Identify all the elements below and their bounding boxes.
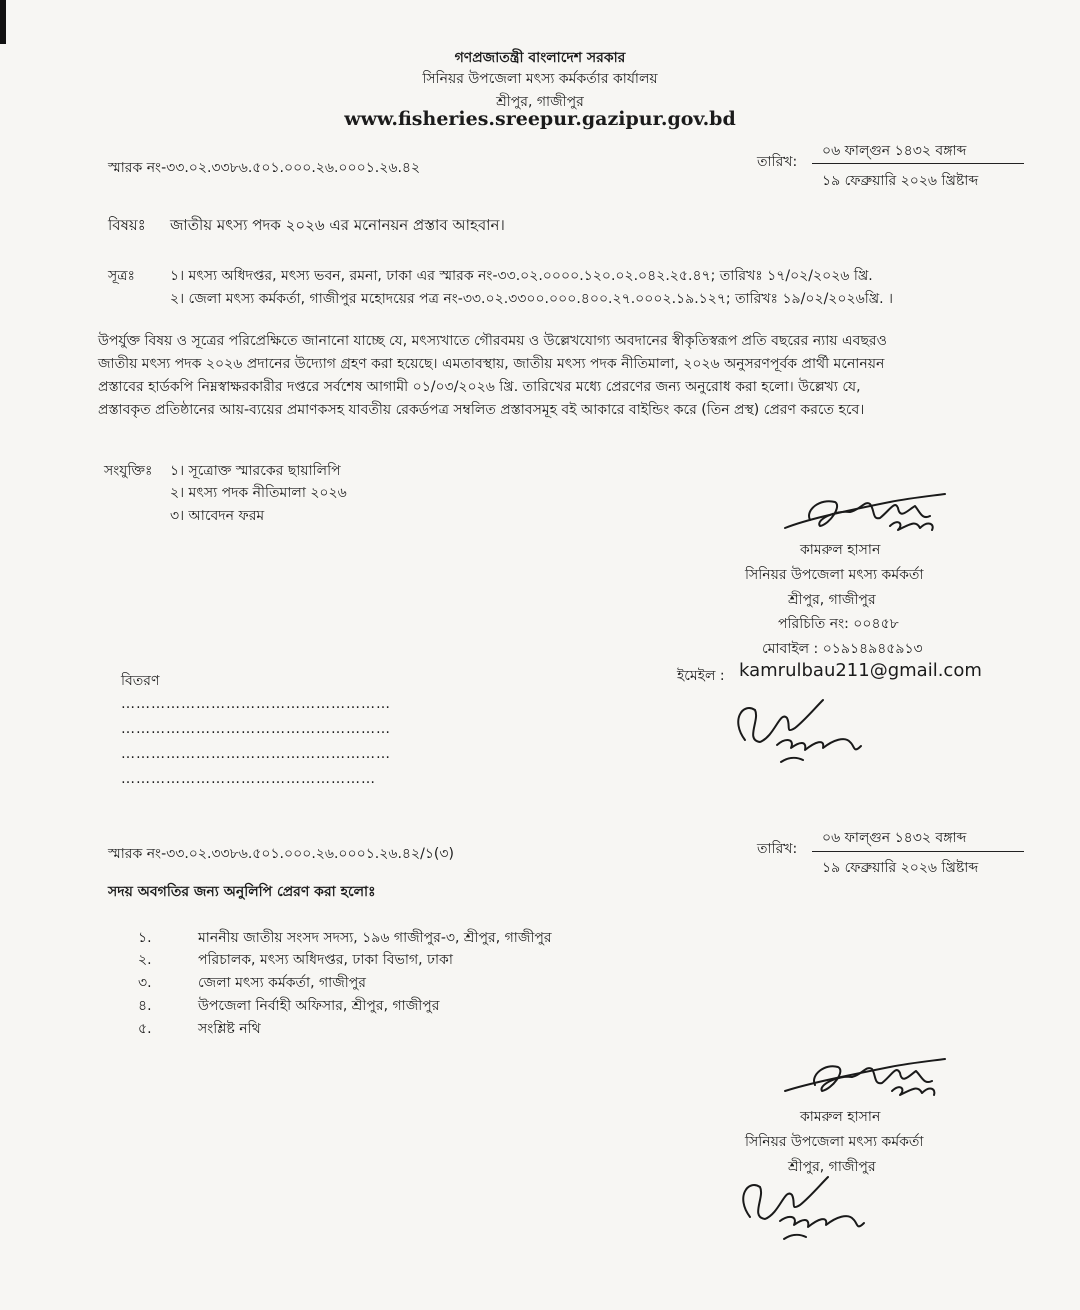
- signatory-location: শ্রীপুর, গাজীপুর: [788, 592, 876, 608]
- copy-item-text: পরিচালক, মৎস্য অধিদপ্তর, ঢাকা বিভাগ, ঢাকা: [198, 952, 453, 968]
- copy-item-number: ৪.: [138, 998, 152, 1014]
- copy-item-text: উপজেলা নির্বাহী অফিসার, শ্রীপুর, গাজীপুর: [198, 998, 440, 1014]
- attachment-item: ২। মৎস্য পদক নীতিমালা ২০২৬: [170, 485, 347, 501]
- reference-label: সূত্রঃ: [108, 268, 135, 284]
- handwritten-initials: [725, 690, 875, 770]
- distribution-label: বিতরণ: [121, 673, 160, 689]
- signatory-mobile: মোবাইল : ০১৯১৪৯৪৫৯১৩: [762, 641, 923, 657]
- copy-item-number: ৩.: [138, 975, 152, 991]
- distribution-blank: ………………………………………………: [121, 746, 391, 762]
- reference-item-1: ১। মৎস্য অধিদপ্তর, মৎস্য ভবন, রমনা, ঢাকা এর স্মারক নং-৩৩.০২.০০০০.১২০.০২.০৪২.২৫.৪৭; তারিখঃ ১৭/০২/২০২৬ খ্রি.: [170, 268, 873, 284]
- signatory2-name: কামরুল হাসান: [800, 1109, 881, 1125]
- govt-title: গণপ্রজাতন্ত্রী বাংলাদেশ সরকার: [454, 50, 626, 66]
- copy-item-number: ২.: [138, 952, 152, 968]
- signatory-designation: সিনিয়র উপজেলা মৎস্য কর্মকর্তা: [745, 567, 924, 583]
- office-location: শ্রীপুর, গাজীপুর: [496, 94, 584, 110]
- date-divider: [812, 163, 1024, 164]
- distribution-blank: ………………………………………………: [121, 696, 391, 712]
- attachment-item: ৩। আবেদন ফরম: [170, 508, 265, 524]
- memo2-date-divider: [812, 851, 1024, 852]
- signatory2-location: শ্রীপুর, গাজীপুর: [788, 1159, 876, 1175]
- reference-item-2: ২। জেলা মৎস্য কর্মকর্তা, গাজীপুর মহোদয়ের পত্র নং-৩৩.০২.৩৩০০.০০০.৪০০.২৭.০০০২.১৯.১২৭; তারিখঃ ১৯/০২/২০২৬খ্রি. ।: [170, 291, 894, 307]
- subject-text: জাতীয় মৎস্য পদক ২০২৬ এর মনোনয়ন প্রস্তাব আহবান।: [170, 216, 505, 234]
- email-label: ইমেইল :: [677, 668, 725, 684]
- body-line: প্রস্তাবকৃত প্রতিষ্ঠানের আয়-ব্যয়ের প্রমাণকসহ যাবতীয় রেকর্ডপত্র সম্বলিত প্রস্তাবসমূহ বই আকারে বাইন্ডিং করে (তিন প্রস্থ) প্রেরণ করতে হবে।: [98, 402, 865, 418]
- memo2-date-english: ১৯ ফেব্রুয়ারি ২০২৬ খ্রিষ্টাব্দ: [822, 860, 979, 876]
- body-line: প্রস্তাবের হার্ডকপি নিম্নস্বাক্ষরকারীর দপ্তরে সর্বশেষ আগামী ০১/০৩/২০২৬ খ্রি. তারিখের মধ্যে প্রেরণের জন্য অনুরোধ করা হলো। উল্লেখ্য যে,: [98, 379, 861, 395]
- copy-item-number: ১.: [138, 930, 152, 946]
- memo2-ref-number: স্মারক নং-৩৩.০২.৩৩৮৬.৫০১.০০০.২৬.০০০১.২৬.৪২/১(৩): [108, 846, 454, 862]
- signatory2-designation: সিনিয়র উপজেলা মৎস্য কর্মকর্তা: [745, 1134, 924, 1150]
- handwritten-initials: [730, 1165, 880, 1245]
- signatory-id: পরিচিতি নং: ০০৪৫৮: [778, 616, 899, 632]
- signature-scribble: [780, 1045, 950, 1105]
- date-bangla: ০৬ ফাল্গুন ১৪৩২ বঙ্গাব্দ: [822, 143, 967, 159]
- attachments-label: সংযুক্তিঃ: [104, 463, 153, 479]
- subject-label: বিষয়ঃ: [108, 216, 146, 234]
- email-link[interactable]: kamrulbau211@gmail.com: [739, 660, 982, 681]
- website-link[interactable]: www.fisheries.sreepur.gazipur.gov.bd: [344, 108, 736, 130]
- body-paragraph: [98, 330, 887, 422]
- copy-heading: সদয় অবগতির জন্য অনুলিপি প্রেরণ করা হলোঃ: [108, 884, 376, 900]
- date-english: ১৯ ফেব্রুয়ারি ২০২৬ খ্রিষ্টাব্দ: [822, 173, 979, 189]
- scan-edge-mark: [0, 0, 6, 44]
- signatory-name: কামরুল হাসান: [800, 542, 881, 558]
- office-name: সিনিয়র উপজেলা মৎস্য কর্মকর্তার কার্যালয়: [422, 71, 658, 87]
- memo-ref-number: স্মারক নং-৩৩.০২.৩৩৮৬.৫০১.০০০.২৬.০০০১.২৬.৪২: [108, 160, 421, 176]
- memo2-date-label: তারিখ:: [757, 841, 798, 857]
- copy-item-number: ৫.: [138, 1021, 152, 1037]
- body-line: উপর্যুক্ত বিষয় ও সূত্রের পরিপ্রেক্ষিতে জানানো যাচ্ছে যে, মৎস্যখাতে গৌরবময় ও উল্লেখযোগ্য অবদানের স্বীকৃতিস্বরূপ প্রতি বছরের ন্যায় এবছরও: [98, 333, 887, 349]
- distribution-blank: ………………………………………………: [121, 721, 391, 737]
- date-label: তারিখ:: [757, 154, 798, 170]
- attachment-item: ১। সূত্রোক্ত স্মারকের ছায়ালিপি: [170, 463, 341, 479]
- body-line: জাতীয় মৎস্য পদক ২০২৬ প্রদানের উদ্যোগ গ্রহণ করা হয়েছে। এমতাবস্থায়, জাতীয় মৎস্য পদক নীতিমালা, ২০২৬ অনুসরণপূর্বক প্রার্থী মনোনয়ন: [98, 356, 885, 372]
- copy-item-text: জেলা মৎস্য কর্মকর্তা, গাজীপুর: [198, 975, 366, 991]
- signature-scribble: [780, 480, 950, 540]
- distribution-blank: ……………………………………………: [121, 771, 376, 787]
- copy-item-text: সংশ্লিষ্ট নথি: [198, 1021, 261, 1037]
- copy-item-text: মাননীয় জাতীয় সংসদ সদস্য, ১৯৬ গাজীপুর-৩, শ্রীপুর, গাজীপুর: [198, 930, 552, 946]
- memo2-date-bangla: ০৬ ফাল্গুন ১৪৩২ বঙ্গাব্দ: [822, 830, 967, 846]
